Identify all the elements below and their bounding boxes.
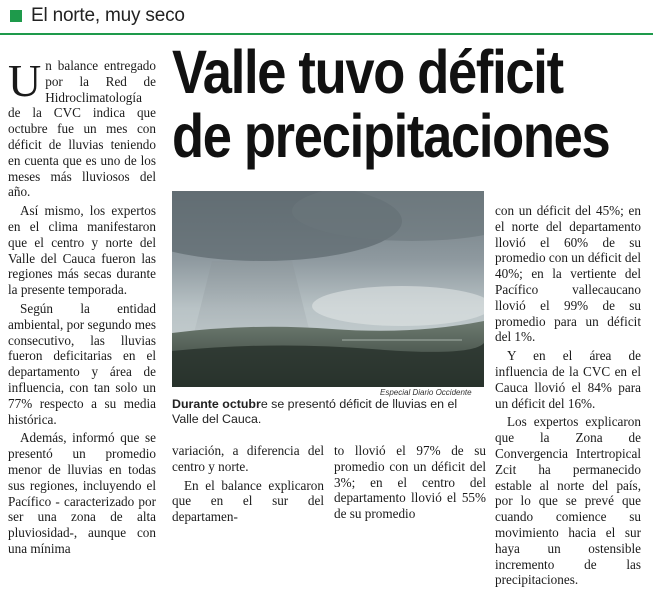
photo-credit: Especial Diario Occidente (380, 388, 472, 397)
drop-cap: U (8, 55, 42, 106)
paragraph: variación, a diferencia del centro y norte. (172, 443, 324, 474)
section-header (0, 0, 653, 36)
paragraph: Según la entidad ambiental, por segundo mes consecutivo, las lluvias fueron deficitarias en el departamento y área de influencia, con tan solo un 77% respecto a su media histórica. (8, 300, 156, 427)
paragraph: En el balance explicaron que en el sur del departamen- (172, 477, 324, 525)
section-marker-icon (10, 10, 22, 22)
headline-line-2: de precipitaciones (172, 102, 610, 170)
article-column-2 (172, 443, 324, 528)
paragraph-text: n balance entregado por la Red de Hidroclimatología de la CVC indica que octubre fue un mes con déficit de lluvias teniendo en cuenta que es uno de los meses más lluviosos del año. (8, 58, 156, 200)
article-column-1 (8, 55, 156, 560)
section-title: El norte, muy seco (31, 5, 185, 26)
caption-lead: Durante octubr (172, 397, 261, 411)
headline-line-1: Valle tuvo déficit (172, 38, 563, 106)
paragraph: Así mismo, los expertos en el clima manifestaron que el centro y norte del Valle del Cauca fueron las regiones más secas durante la presente temporada. (8, 203, 156, 298)
headline (172, 38, 610, 170)
paragraph: Los expertos explicaron que la Zona de Convergencia Intertropical Zcit ha permanecido estable al norte del país, por lo que se prevé que cuando comience su movimiento hacia el sur haya un ostensible incremento de las precipitaciones. (495, 414, 641, 588)
paragraph: Además, informó que se presentó un promedio menor de lluvias en todas sus regiones, incluyendo el Pacífico - caracterizado por ser una zona de alta pluviosidad-, aunque con una mínima (8, 430, 156, 556)
paragraph: to llovió el 97% de su promedio con un déficit del 3%; en el centro del departamento llovió el 55% de su promedio (334, 443, 486, 522)
rain-photo (172, 191, 484, 387)
photo-caption (172, 397, 484, 426)
article-column-4 (495, 203, 641, 591)
caption-text: e se presentó déficit de lluvias en el Valle del Cauca. (172, 397, 458, 426)
paragraph: con un déficit del 45%; en el norte del departamento llovió el 60% de su promedio con un déficit del 40%; en la vertiente del Pacífico vallecaucano llovió el 99% de su promedio para un déficit del 1%. (495, 203, 641, 345)
paragraph (8, 55, 156, 200)
article-column-3 (334, 443, 486, 525)
paragraph: Y en el área de influencia de la CVC en el Cauca llovió el 84% para un déficit del 16%. (495, 348, 641, 411)
section-divider (0, 33, 653, 35)
storm-landscape-image (172, 191, 484, 387)
